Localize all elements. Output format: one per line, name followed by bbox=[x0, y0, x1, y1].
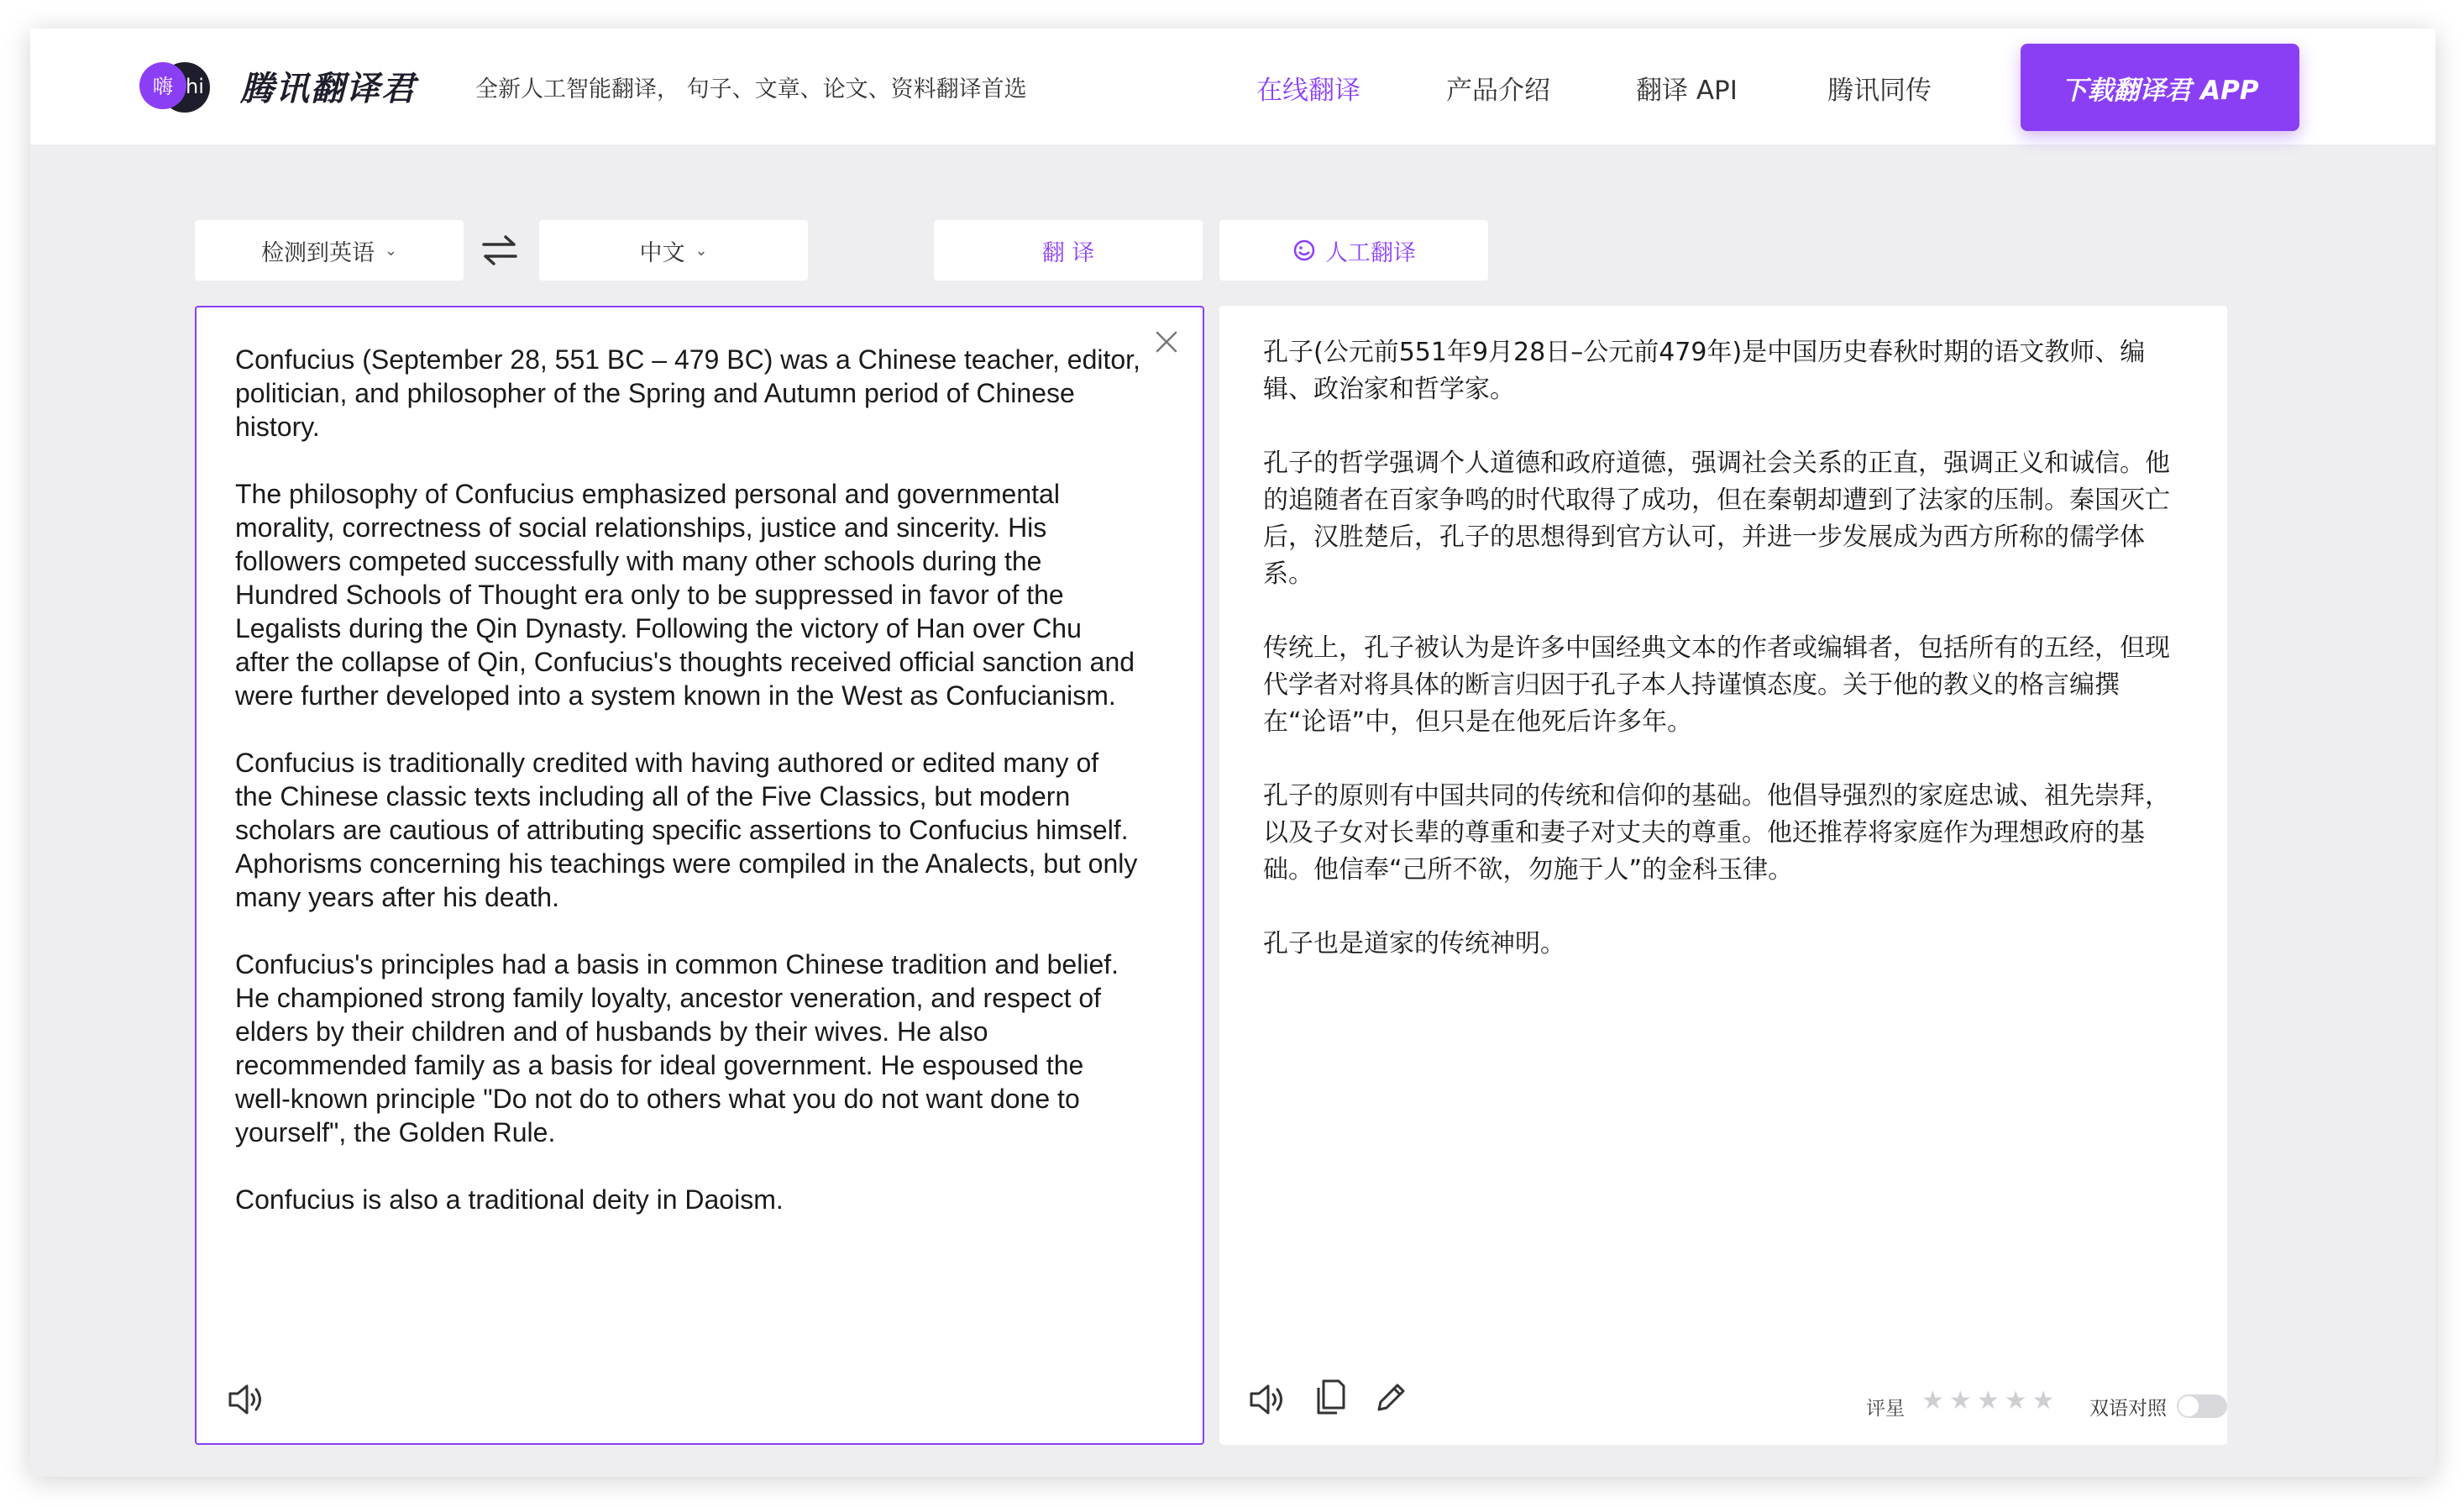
translation-result-panel bbox=[1219, 306, 2227, 1445]
target-paragraph: 孔子的哲学强调个人道德和政府道德，强调社会关系的正直，强调正义和诚信。他的追随者在百家争鸣的时代取得了成功，但在秦朝却遭到了法家的压制。秦国灭亡后，汉胜楚后，孔子的思想得到官方认可，并进一步发展成为西方所称的儒学体系。 bbox=[1263, 449, 2170, 589]
target-language-select[interactable] bbox=[539, 220, 808, 281]
rating-label: 评星 bbox=[1866, 1398, 1905, 1420]
logo-badge-left: 嗨 bbox=[153, 75, 173, 98]
translation-output bbox=[1263, 334, 2170, 1000]
tagline: 全新人工智能翻译， 句子、文章、论文、资料翻译首选 bbox=[475, 76, 1027, 102]
source-paragraph: The philosophy of Confucius emphasized personal and governmental morality, correctness of social relationships, justice and sincerity. His followers competed successfully with many other schools during the Hundred Schools of Thought era only to be suppressed in favor of the Legalists during the Qin Dynasty. Following the victory of Han over Chu after the collapse of Qin, Confucius's thoughts received official sanction and were further developed into a system known in the West as Confucianism. bbox=[235, 479, 1135, 711]
target-language-label: 中文 bbox=[639, 239, 685, 266]
star-icon[interactable]: ★ bbox=[2004, 1387, 2027, 1415]
chevron-down-icon: ⌄ bbox=[384, 241, 398, 260]
target-paragraph: 孔子也是道家的传统神明。 bbox=[1263, 929, 1565, 958]
edit-icon[interactable] bbox=[1372, 1379, 1409, 1416]
source-language-label: 检测到英语 bbox=[260, 239, 375, 266]
human-translate-icon bbox=[1292, 238, 1317, 263]
source-text-input[interactable] bbox=[235, 343, 1142, 1250]
speaker-icon[interactable] bbox=[227, 1381, 269, 1418]
source-paragraph: Confucius (September 28, 551 BC – 479 BC) was a Chinese teacher, editor, politician, and philosopher of the Spring and Autumn period of Chinese history. bbox=[235, 344, 1140, 442]
nav-tencent-interpretation[interactable]: 腾讯同传 bbox=[1827, 76, 1932, 106]
bilingual-label: 双语对照 bbox=[2089, 1398, 2167, 1420]
source-text-panel[interactable] bbox=[195, 306, 1204, 1445]
close-icon[interactable] bbox=[1154, 329, 1179, 354]
copy-icon[interactable] bbox=[1313, 1378, 1347, 1416]
translate-button[interactable]: 翻 译 bbox=[934, 220, 1203, 281]
chevron-down-icon: ⌄ bbox=[695, 241, 708, 260]
logo-icon[interactable] bbox=[134, 55, 223, 119]
target-paragraph: 孔子(公元前551年9月28日–公元前479年)是中国历史春秋时期的语文教师、编辑、政治家和哲学家。 bbox=[1263, 338, 2146, 404]
nav-online-translate[interactable]: 在线翻译 bbox=[1256, 76, 1360, 106]
logo-text[interactable]: 腾讯翻译君 bbox=[240, 70, 417, 108]
star-icon[interactable]: ★ bbox=[1976, 1387, 2000, 1415]
app-window bbox=[30, 29, 2435, 1477]
human-translate-button[interactable] bbox=[1219, 220, 1488, 281]
star-icon[interactable]: ★ bbox=[2031, 1387, 2055, 1415]
target-paragraph: 孔子的原则有中国共同的传统和信仰的基础。他倡导强烈的家庭忠诚、祖先崇拜，以及子女对长辈的尊重和妻子对丈夫的尊重。他还推荐将家庭作为理想政府的基础。他信奉“己所不欲，勿施于人”的金科玉律。 bbox=[1263, 781, 2170, 885]
speaker-icon[interactable] bbox=[1248, 1381, 1290, 1418]
source-paragraph: Confucius is traditionally credited with having authored or edited many of the Chinese classic texts including all of the Five Classics, but modern scholars are cautious of attributing specific assertions to Confucius himself. Aphorisms concerning his teachings were compiled in the Analects, but only many years after his death. bbox=[235, 748, 1138, 912]
star-icon[interactable]: ★ bbox=[1921, 1387, 1944, 1415]
star-icon[interactable]: ★ bbox=[1948, 1387, 1972, 1415]
human-translate-label: 人工翻译 bbox=[1325, 239, 1416, 266]
source-paragraph: Confucius's principles had a basis in common Chinese tradition and belief. He championed strong family loyalty, ancestor veneration, and respect of elders by their children and of husbands by their wives. He also recommended family as a basis for ideal government. He espoused the well-known principle "Do not do to others what you do not want done to yourself", the Golden Rule. bbox=[235, 949, 1119, 1147]
bilingual-toggle[interactable] bbox=[2177, 1394, 2227, 1418]
logo-badge-right: hi bbox=[186, 75, 204, 98]
source-paragraph: Confucius is also a traditional deity in Daoism. bbox=[235, 1184, 784, 1215]
download-app-button[interactable]: 下载翻译君 APP bbox=[2021, 44, 2299, 131]
nav-product-intro[interactable]: 产品介绍 bbox=[1446, 76, 1550, 106]
star-rating[interactable] bbox=[1921, 1388, 2055, 1415]
source-language-select[interactable] bbox=[195, 220, 464, 281]
nav-translate-api[interactable]: 翻译 API bbox=[1636, 76, 1738, 106]
swap-icon[interactable] bbox=[479, 230, 521, 270]
top-navigation-bar bbox=[30, 29, 2435, 144]
toggle-knob bbox=[2178, 1396, 2199, 1416]
target-paragraph: 传统上，孔子被认为是许多中国经典文本的作者或编辑者，包括所有的五经，但现代学者对将具体的断言归因于孔子本人持谨慎态度。关于他的教义的格言编撰在“论语”中，但只是在他死后许多年。 bbox=[1263, 633, 2170, 737]
